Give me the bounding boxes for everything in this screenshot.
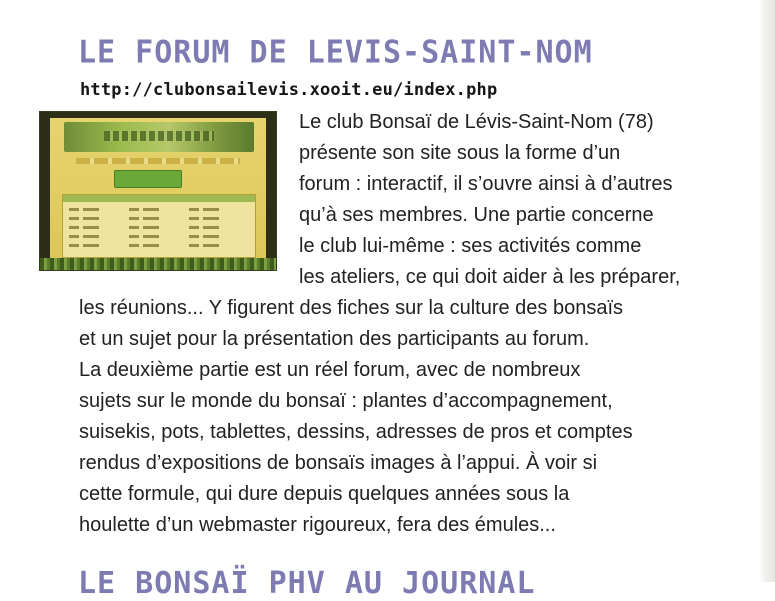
body-line: suisekis, pots, tablettes, dessins, adresses de pros et comptes: [79, 421, 633, 443]
thumbnail-banner: [64, 122, 254, 152]
body-line: rendus d’expositions de bonsaïs images à l’appui. À voir si: [79, 452, 598, 474]
thumbnail-table-row: [69, 226, 247, 229]
body-line: et un sujet pour la présentation des participants au forum.: [79, 328, 590, 350]
body-line: Le club Bonsaï de Lévis-Saint-Nom (78): [299, 111, 654, 133]
thumbnail-grass-border: [40, 258, 276, 270]
thumbnail-button: [114, 170, 182, 188]
thumbnail-table-header: [63, 195, 255, 202]
body-line: présente son site sous la forme d’un: [299, 142, 621, 164]
body-line: cette formule, qui dure depuis quelques années sous la: [79, 483, 570, 505]
thumbnail-table-row: [69, 208, 247, 211]
thumbnail-forum-table: [62, 194, 256, 258]
body-line: houlette d’un webmaster rigoureux, fera des émules...: [79, 514, 556, 536]
body-line: qu’à ses membres. Une partie concerne: [299, 204, 654, 226]
body-line: le club lui-même : ses activités comme: [299, 235, 642, 257]
article-body-wrapped: [299, 107, 680, 293]
body-line: La deuxième partie est un réel forum, avec de nombreux: [79, 359, 581, 381]
article-body-full: [79, 293, 633, 541]
body-line: forum : interactif, il s’ouvre ainsi à d’autres: [299, 173, 673, 195]
article-title: LE FORUM DE LEVIS-SAINT-NOM: [78, 34, 593, 71]
website-screenshot-thumbnail: [40, 112, 276, 270]
body-line: les réunions... Y figurent des fiches sur la culture des bonsaïs: [79, 297, 624, 319]
body-line: sujets sur le monde du bonsaï : plantes d’accompagnement,: [79, 390, 613, 412]
body-line: les ateliers, ce qui doit aider à les préparer,: [299, 266, 681, 288]
thumbnail-table-row: [69, 217, 247, 220]
thumbnail-table-row: [69, 235, 247, 238]
page-gutter-shadow: [759, 0, 775, 582]
thumbnail-nav-bar: [76, 158, 240, 164]
next-article-title: LE BONSAÏ PHV AU JOURNAL: [78, 566, 536, 601]
thumbnail-table-row: [69, 244, 247, 247]
thumbnail-site-page: [50, 118, 266, 266]
article-url: http://clubonsailevis.xooit.eu/index.php: [80, 80, 498, 100]
